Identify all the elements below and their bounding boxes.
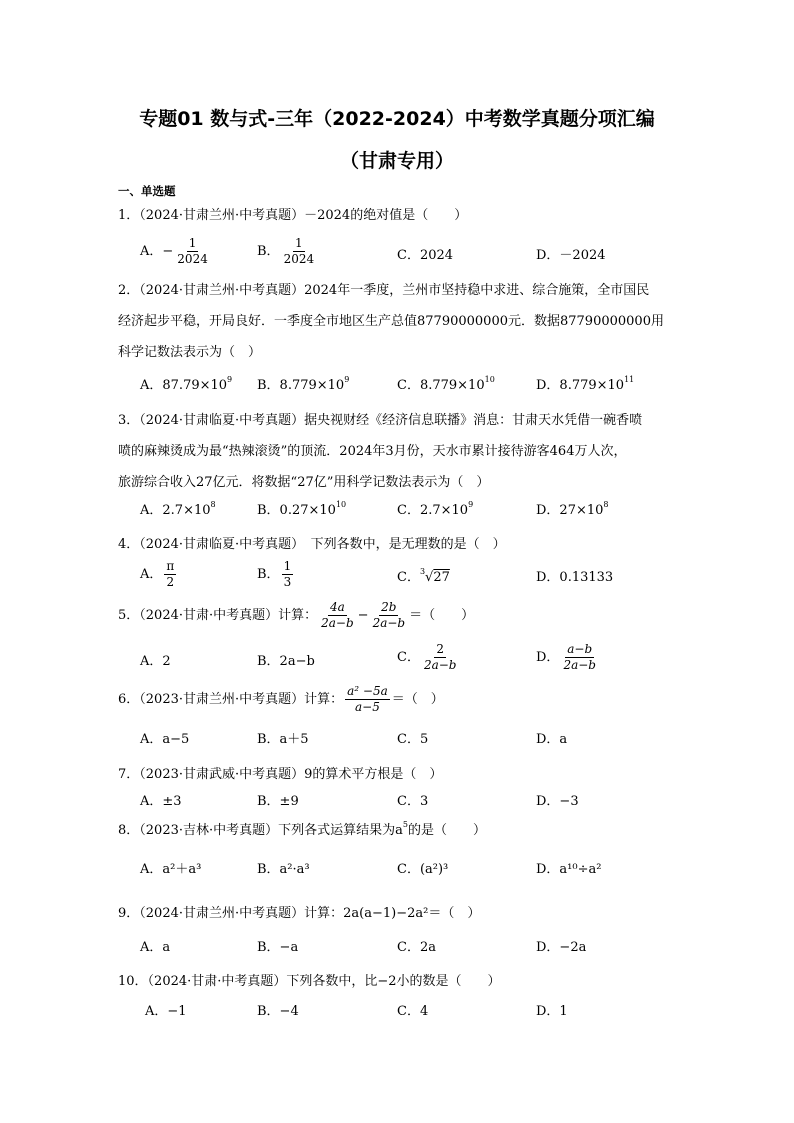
option-b: B．$8.779\times 10^9$ <box>257 375 350 393</box>
fraction: $\frac{1}{2024}$ <box>177 236 208 266</box>
option-b: B． $\frac{1}{3}$ <box>257 559 292 589</box>
question-stem-line: 3．（2024·甘肃临夏·中考真题）据央视财经《经济信息联播》消息：甘肃天水凭借一碗香喷 <box>118 413 643 428</box>
option-a: A．a <box>140 940 171 955</box>
option-c: C．5 <box>397 732 429 747</box>
option-a: A． $\frac{\pi}{2}$ <box>140 559 175 589</box>
option-c: C．4 <box>397 1004 429 1019</box>
option-d: D．$27\times 10^8$ <box>536 500 609 518</box>
question-stem-line: 经济起步平稳，开局良好．一季度全市地区生产总值87790000000元．数据87790000000用 <box>118 314 664 329</box>
question-stem-line: 科学记数法表示为（ ） <box>118 345 262 360</box>
question-stem: 8．（2023·吉林·中考真题）下列各式运算结果为$a^5$的是（ ） <box>118 820 486 838</box>
option-b: B． $\frac{1}{2024}$ <box>257 236 315 266</box>
option-d: D．−2a <box>536 940 587 955</box>
question-stem: 10．（2024·甘肃·中考真题）下列各数中，比−2小的数是（ ） <box>118 974 501 989</box>
option-d: D．$8.779\times 10^{11}$ <box>536 375 635 393</box>
question-stem-line: 喷的麻辣烫成为最“热辣滚烫”的顶流．2024年3月份，天水市累计接待游客464万人次， <box>118 444 627 459</box>
option-b: B．−a <box>257 940 299 955</box>
option-a: A．a−5 <box>140 732 190 747</box>
section-heading: 一、单选题 <box>118 184 176 198</box>
option-d: D．a¹⁰÷a² <box>536 862 602 877</box>
option-b: B．±9 <box>257 794 299 809</box>
question-stem: 7．（2023·甘肃武威·中考真题）9的算术平方根是（ ） <box>118 767 443 782</box>
question-stem: 5．（2024·甘肃·中考真题）计算： $\frac{4a}{2a-b}$ − $\frac{2b}{2a-b}$ ＝（ ） <box>118 600 475 630</box>
question-stem: 4．（2024·甘肃临夏·中考真题） 下列各数中，是无理数的是（ ） <box>118 537 506 552</box>
fraction: $\frac{\pi}{2}$ <box>166 559 175 589</box>
option-a: A．$2.7\times 10^8$ <box>140 500 216 518</box>
option-b: B．$0.27\times 10^{10}$ <box>257 500 347 518</box>
option-a: A．2 <box>140 654 171 669</box>
option-c: C． $\frac{2}{2a-b}$ <box>397 642 457 672</box>
option-c: C．(a²)³ <box>397 862 449 877</box>
option-d: D． $\frac{a-b}{2a-b}$ <box>536 642 596 672</box>
option-b: B．a²·a³ <box>257 862 310 877</box>
option-c: C．$^3$√27 <box>397 567 450 585</box>
option-c: C．2a <box>397 940 436 955</box>
option-d: D．1 <box>536 1004 568 1019</box>
option-b: B．−4 <box>257 1004 299 1019</box>
question-stem-line: 2．（2024·甘肃兰州·中考真题）2024年一季度，兰州市坚持稳中求进、综合施策，全市国民 <box>118 283 650 298</box>
question-stem: 6．（2023·甘肃兰州·中考真题）计算： $\frac{\text{a² −5a}}{a-5}$ ＝（ ） <box>118 684 444 714</box>
document-subtitle: （甘肃专用） <box>339 150 454 172</box>
option-a: A．−1 <box>145 1004 187 1019</box>
option-d: D．0.13133 <box>536 570 614 585</box>
option-a: A．− $\frac{1}{2024}$ <box>140 236 208 266</box>
fraction: $\frac{\text{a² −5a}}{a-5}$ <box>347 684 388 714</box>
question-stem: 9．（2024·甘肃兰州·中考真题）计算：2a(a−1)−2a²＝（ ） <box>118 906 481 921</box>
option-b: B．2a−b <box>257 654 315 669</box>
option-c: C．2024 <box>397 248 454 263</box>
option-a: A．a²＋a³ <box>140 862 202 877</box>
fraction: $\frac{1}{3}$ <box>283 559 292 589</box>
option-c: C．$8.779\times 10^{10}$ <box>397 375 495 393</box>
option-b: B．a＋5 <box>257 732 309 747</box>
option-d: D．−3 <box>536 794 579 809</box>
option-c: C．$2.7\times 10^9$ <box>397 500 474 518</box>
question-stem: 1．（2024·甘肃兰州·中考真题）－2024的绝对值是（ ） <box>118 208 468 223</box>
radical-sign: √ <box>425 570 434 585</box>
fraction: $\frac{4a}{2a-b}$ <box>321 600 354 630</box>
option-c: C．3 <box>397 794 429 809</box>
fraction: $\frac{a-b}{2a-b}$ <box>563 642 596 672</box>
fraction: $\frac{2}{2a-b}$ <box>423 642 457 672</box>
question-stem-line: 旅游综合收入27亿元．将数据“27亿”用科学记数法表示为（ ） <box>118 475 490 490</box>
option-d: D．a <box>536 732 568 747</box>
option-a: A．±3 <box>140 794 182 809</box>
document-title: 专题01 数与式-三年（2022-2024）中考数学真题分项汇编 <box>139 108 655 130</box>
option-d: D．－2024 <box>536 248 606 263</box>
option-a: A．$87.79\times 10^9$ <box>140 375 233 393</box>
fraction: $\frac{2b}{2a-b}$ <box>372 600 406 630</box>
fraction: $\frac{1}{2024}$ <box>283 236 315 266</box>
